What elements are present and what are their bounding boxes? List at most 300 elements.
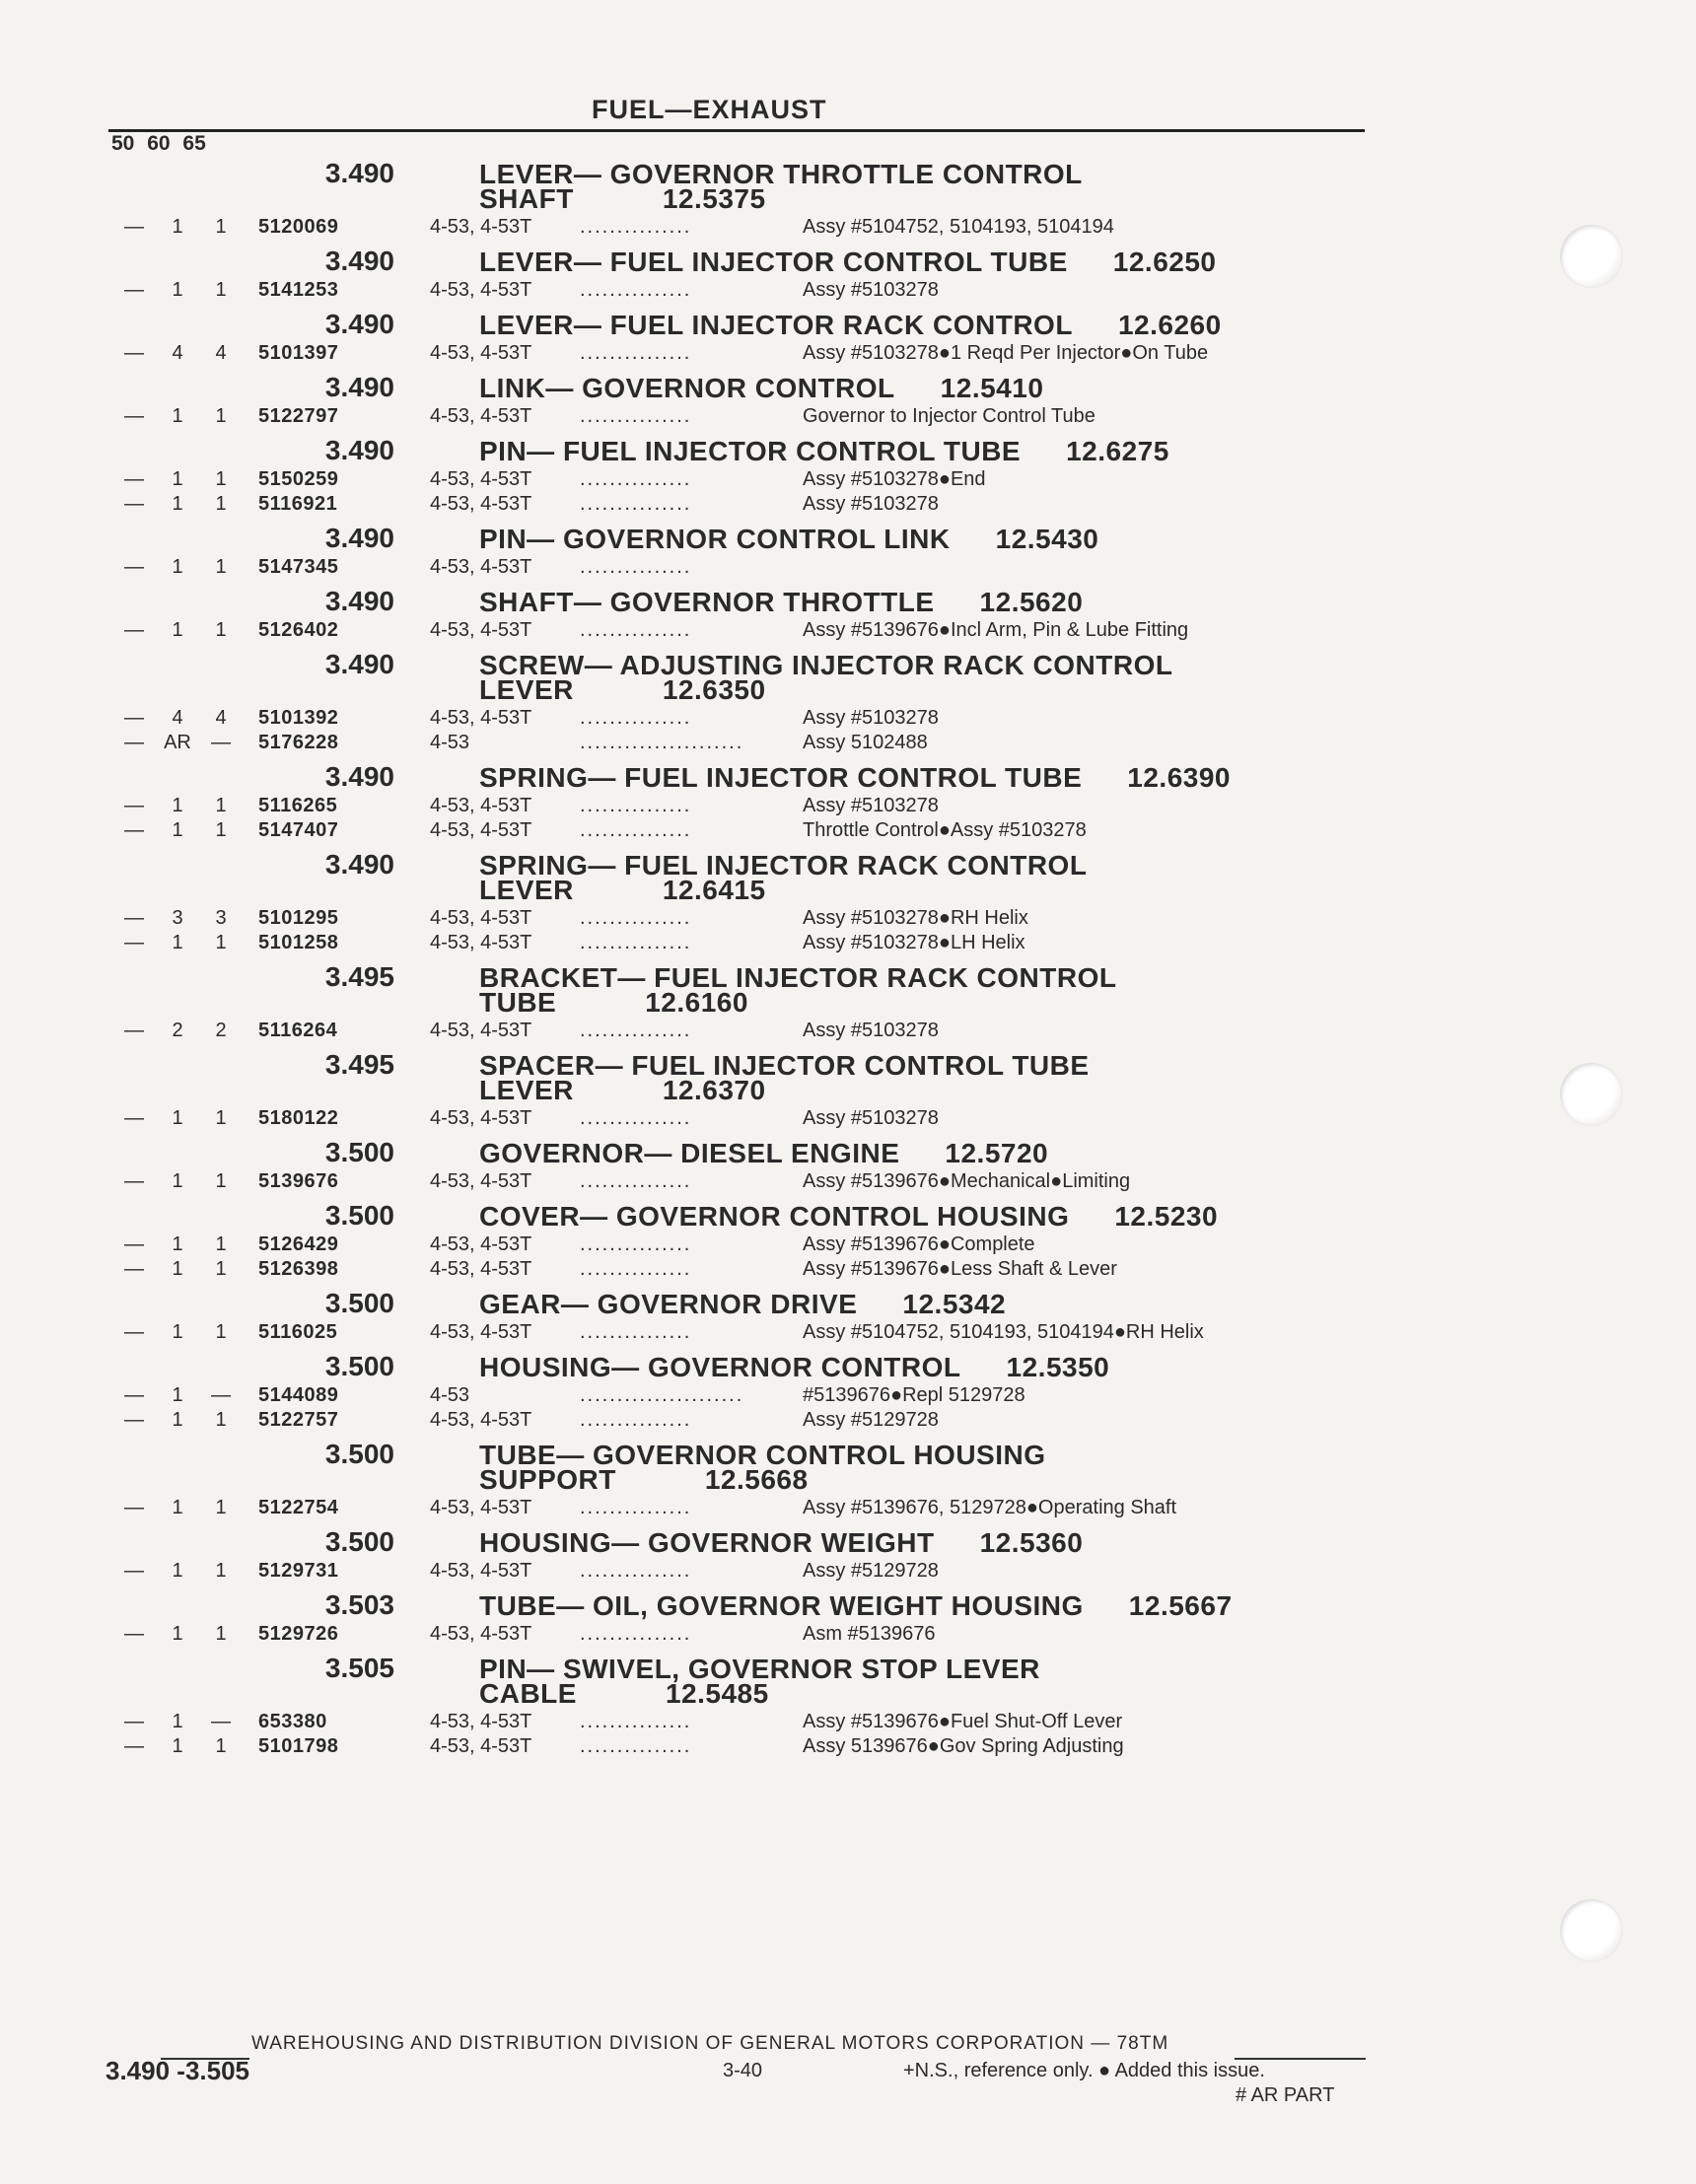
part-number: 5180122 [258,1107,339,1129]
part-description: Assy 5139676●Gov Spring Adjusting [803,1735,1124,1757]
qty-50-series: — [124,1711,144,1732]
section-title-continued: CABLE [479,1678,577,1709]
part-number: 5126402 [258,619,339,641]
qty-50-series: — [124,1258,144,1280]
qty-65-series: 3 [215,907,227,929]
section-code: 12.5342 [902,1289,1007,1319]
qty-65-series: 1 [215,279,227,301]
parts-rows [0,400,1420,435]
engine-models: 4-53, 4-53T [430,1258,532,1280]
part-description: Assy #5104752, 5104193, 5104194 [803,216,1114,238]
section-heading [479,1288,1367,1319]
parts-rows [0,1492,1420,1526]
qty-50-series: — [124,707,144,729]
engine-models: 4-53, 4-53T [430,1735,532,1757]
engine-models: 4-53, 4-53T [430,1233,532,1255]
part-number: 5144089 [258,1384,339,1406]
part-row [0,1233,1420,1257]
section-title: HOUSING— GOVERNOR CONTROL [479,1352,961,1382]
engine-models: 4-53, 4-53T [430,493,532,515]
leader-dots: ............... [580,1258,692,1280]
engine-models: 4-53, 4-53T [430,1623,532,1645]
section-heading [479,586,1367,617]
section-heading [479,1589,1367,1621]
leader-dots: ............... [580,707,692,729]
section-title-continued: LEVER [479,1075,574,1105]
qty-60-series: 1 [172,468,183,490]
qty-60-series: 1 [172,1384,183,1406]
qty-65-series: 1 [215,468,227,490]
qty-50-series: — [124,1735,144,1757]
parts-rows [0,1379,1420,1439]
footer-company: WAREHOUSING AND DISTRIBUTION DIVISION OF GENERAL MOTORS CORPORATION — 78TM [251,2033,1169,2054]
part-description: Assy #5103278●End [803,468,986,490]
part-description: #5139676●Repl 5129728 [803,1384,1025,1406]
part-number: 5122757 [258,1409,339,1431]
qty-65-series: 1 [215,1258,227,1280]
part-row [0,1559,1420,1584]
engine-models: 4-53, 4-53T [430,1020,532,1041]
part-description: Asm #5139676 [803,1623,936,1645]
qty-60-series: 1 [172,216,183,238]
qty-50-series: — [124,1497,144,1518]
section-code: 12.5360 [979,1527,1084,1558]
section-title: SPRING— FUEL INJECTOR CONTROL TUBE [479,762,1083,793]
section-ref-number: 3.490 [324,246,394,276]
section-code: 12.5485 [665,1678,769,1709]
parts-rows [0,1015,1420,1049]
section-code: 12.6260 [1117,310,1222,340]
section-heading [479,309,1367,340]
section-code: 12.6275 [1066,436,1169,466]
qty-50-series: — [124,1409,144,1431]
section-heading [479,1439,1367,1495]
qty-65-series: 1 [215,1233,227,1255]
leader-dots: ............... [580,819,692,841]
section-heading [479,1049,1367,1105]
page-title: FUEL—EXHAUST [592,95,827,124]
leader-dots: ............... [580,1107,692,1129]
qty-65-series: 1 [215,1623,227,1645]
section-heading [479,1653,1367,1709]
part-description: Assy #5103278●RH Helix [803,907,1028,929]
leader-dots: ............... [580,907,692,929]
section-ref-number: 3.500 [324,1200,394,1231]
section-title: GEAR— GOVERNOR DRIVE [479,1289,858,1319]
part-row [0,1734,1420,1759]
part-number: 5116265 [258,795,338,816]
part-row [0,1320,1420,1345]
section-ref-number: 3.490 [324,523,394,553]
section-code: 12.5375 [662,183,766,214]
engine-models: 4-53, 4-53T [430,1321,532,1343]
qty-50-series: — [124,405,144,427]
part-number: 5129726 [258,1623,339,1645]
part-number: 5116264 [258,1020,338,1041]
leader-dots: ...................... [580,732,744,753]
qty-60-series: 4 [172,342,183,364]
qty-60-series: 1 [172,819,183,841]
leader-dots: ............... [580,932,692,953]
part-description: Assy #5139676●Fuel Shut-Off Lever [803,1711,1123,1732]
qty-65-series: 1 [215,556,227,578]
section-heading [479,1137,1367,1168]
parts-rows [0,790,1420,849]
part-row [0,555,1420,580]
qty-50-series: — [124,619,144,641]
parts-section [0,1137,1420,1200]
section-heading [479,158,1367,214]
qty-60-series: 1 [172,1170,183,1192]
part-number: 653380 [258,1711,327,1732]
part-row [0,906,1420,931]
part-description: Assy 5102488 [803,732,928,753]
section-title: SCREW— ADJUSTING INJECTOR RACK CONTROL [479,650,1173,680]
qty-50-series: — [124,1170,144,1192]
qty-65-series: — [211,732,231,753]
section-heading [479,372,1367,403]
parts-section [0,1526,1420,1589]
section-heading [479,649,1367,705]
part-number: 5101397 [258,342,339,364]
section-code: 12.6415 [662,875,766,905]
qty-65-series: 1 [215,493,227,515]
part-row [0,492,1420,517]
section-ref-number: 3.490 [324,372,394,402]
qty-65-series: 1 [215,932,227,953]
qty-60-series: 1 [172,1735,183,1757]
part-number: 5139676 [258,1170,339,1192]
engine-models: 4-53, 4-53T [430,907,532,929]
section-code: 12.6250 [1112,247,1217,277]
engine-models: 4-53, 4-53T [430,707,532,729]
qty-50-series: — [124,1623,144,1645]
section-heading [479,1351,1367,1382]
part-number: 5122754 [258,1497,339,1518]
engine-models: 4-53, 4-53T [430,1711,532,1732]
leader-dots: ............... [580,493,692,515]
leader-dots: ............... [580,1497,692,1518]
qty-50-series: — [124,1107,144,1129]
part-row [0,1169,1420,1194]
part-description: Assy #5103278●LH Helix [803,932,1025,953]
qty-50-series: — [124,556,144,578]
engine-models: 4-53, 4-53T [430,819,532,841]
section-ref-number: 3.505 [324,1653,394,1683]
parts-section [0,1439,1420,1526]
qty-50-series: — [124,1384,144,1406]
parts-rows [0,1706,1420,1765]
section-title: PIN— FUEL INJECTOR CONTROL TUBE [479,436,1022,466]
part-row [0,1019,1420,1043]
qty-60-series: 4 [172,707,183,729]
section-code: 12.5668 [704,1464,809,1495]
qty-60-series: 1 [172,1321,183,1343]
part-description: Assy #5103278 [803,1107,939,1129]
qty-65-series: 1 [215,1497,227,1518]
section-ref-number: 3.500 [324,1439,394,1469]
title-rule [108,129,1365,132]
qty-60-series: 1 [172,619,183,641]
part-description: Governor to Injector Control Tube [803,405,1095,427]
section-title-continued: LEVER [479,674,574,705]
section-code: 12.5410 [940,373,1044,403]
section-code: 12.6370 [662,1075,766,1105]
part-number: 5101798 [258,1735,339,1757]
section-code: 12.5667 [1128,1590,1233,1621]
section-title-continued: LEVER [479,875,574,905]
qty-60-series: 1 [172,1107,183,1129]
section-title-continued: SHAFT [479,183,574,214]
part-description: Assy #5139676●Less Shaft & Lever [803,1258,1117,1280]
qty-50-series: — [124,1560,144,1582]
engine-models: 4-53, 4-53T [430,1560,532,1582]
part-number: 5101258 [258,932,339,953]
qty-50-series: — [124,732,144,753]
engine-models: 4-53, 4-53T [430,1170,532,1192]
section-ref-number: 3.490 [324,586,394,616]
qty-65-series: 1 [215,1321,227,1343]
part-row [0,618,1420,643]
part-description: Assy #5129728 [803,1409,939,1431]
part-number: 5122797 [258,405,339,427]
section-title: SPACER— FUEL INJECTOR CONTROL TUBE [479,1050,1090,1081]
parts-rows [0,1229,1420,1288]
qty-60-series: 3 [172,907,183,929]
engine-models: 4-53, 4-53T [430,405,532,427]
engine-models: 4-53, 4-53T [430,468,532,490]
engine-models: 4-53, 4-53T [430,279,532,301]
part-row [0,1106,1420,1131]
qty-50-series: — [124,1321,144,1343]
qty-65-series: 1 [215,216,227,238]
qty-50-series: — [124,795,144,816]
leader-dots: ............... [580,1409,692,1431]
section-heading [479,523,1367,554]
part-row [0,278,1420,303]
parts-section [0,1589,1420,1653]
section-heading [479,435,1367,466]
parts-section [0,761,1420,849]
section-ref-number: 3.503 [324,1589,394,1620]
leader-dots: ............... [580,619,692,641]
part-description: Assy #5103278 [803,795,939,816]
parts-rows [0,902,1420,961]
section-heading [479,1526,1367,1558]
part-row [0,404,1420,429]
section-code: 12.5620 [979,587,1084,617]
leader-dots: ............... [580,1321,692,1343]
qty-65-series: 1 [215,405,227,427]
parts-rows [0,211,1420,246]
parts-rows [0,702,1420,761]
engine-models: 4-53, 4-53T [430,1497,532,1518]
qty-60-series: 1 [172,795,183,816]
section-code: 12.6160 [645,987,748,1018]
part-number: 5147345 [258,556,339,578]
section-title: LEVER— FUEL INJECTOR CONTROL TUBE [479,247,1068,277]
section-title: GOVERNOR— DIESEL ENGINE [479,1138,900,1168]
qty-60-series: 1 [172,279,183,301]
section-ref-number: 3.490 [324,309,394,339]
qty-60-series: 1 [172,1560,183,1582]
part-number: 5120069 [258,216,339,238]
part-row [0,1383,1420,1408]
section-ref-number: 3.500 [324,1351,394,1381]
part-number: 5141253 [258,279,339,301]
part-row [0,341,1420,366]
part-description: Assy #5103278●1 Reqd Per Injector●On Tube [803,342,1209,364]
qty-60-series: 1 [172,1623,183,1645]
engine-models: 4-53, 4-53T [430,216,532,238]
part-row [0,1496,1420,1520]
section-title: LINK— GOVERNOR CONTROL [479,373,895,403]
qty-65-series: 1 [215,1409,227,1431]
leader-dots: ...................... [580,1384,744,1406]
parts-section [0,586,1420,649]
qty-60-series: 1 [172,1711,183,1732]
parts-list [0,158,1420,1765]
part-description: Assy #5103278 [803,1020,939,1041]
parts-section [0,158,1420,246]
section-ref-number: 3.500 [324,1288,394,1318]
engine-models: 4-53, 4-53T [430,619,532,641]
qty-65-series: 1 [215,1735,227,1757]
parts-section [0,649,1420,761]
part-description: Assy #5103278 [803,707,939,729]
qty-65-series: 1 [215,795,227,816]
section-ref-number: 3.495 [324,961,394,992]
qty-60-series: 1 [172,1497,183,1518]
qty-60-series: 2 [172,1020,183,1041]
qty-50-series: — [124,493,144,515]
section-title: PIN— GOVERNOR CONTROL LINK [479,524,951,554]
parts-rows [0,1316,1420,1351]
leader-dots: ............... [580,405,692,427]
qty-65-series: — [211,1384,231,1406]
parts-section [0,1653,1420,1765]
section-heading [479,1200,1367,1232]
section-heading [479,246,1367,277]
part-description: Assy #5139676●Incl Arm, Pin & Lube Fitting [803,619,1189,641]
part-row [0,467,1420,492]
section-title: PIN— SWIVEL, GOVERNOR STOP LEVER [479,1654,1040,1684]
parts-section [0,246,1420,309]
section-ref-number: 3.490 [324,158,394,188]
qty-65-series: 4 [215,707,227,729]
qty-60-series: 1 [172,1409,183,1431]
footer-legend-ar: # AR PART [1236,2084,1335,2106]
part-row [0,1710,1420,1734]
part-row [0,794,1420,818]
part-description: Assy #5103278 [803,279,939,301]
section-ref-number: 3.490 [324,849,394,880]
part-number: 5101392 [258,707,339,729]
engine-models: 4-53, 4-53T [430,1409,532,1431]
part-row [0,1257,1420,1282]
qty-50-series: — [124,1233,144,1255]
qty-50-series: — [124,907,144,929]
section-ref-number: 3.490 [324,761,394,792]
section-heading [479,761,1367,793]
engine-models: 4-53 [430,1384,470,1406]
engine-models: 4-53 [430,732,470,753]
parts-rows [0,337,1420,372]
qty-60-series: 1 [172,405,183,427]
leader-dots: ............... [580,1711,692,1732]
leader-dots: ............... [580,1170,692,1192]
qty-60-series: 1 [172,493,183,515]
section-title-continued: SUPPORT [479,1464,616,1495]
section-heading [479,961,1367,1018]
section-heading [479,849,1367,905]
parts-rows [0,274,1420,309]
qty-65-series: — [211,1711,231,1732]
section-code: 12.5350 [1006,1352,1110,1382]
engine-models: 4-53, 4-53T [430,1107,532,1129]
parts-section [0,309,1420,372]
leader-dots: ............... [580,1735,692,1757]
qty-60-series: 1 [172,932,183,953]
leader-dots: ............... [580,279,692,301]
section-title-continued: TUBE [479,987,557,1018]
leader-dots: ............... [580,1623,692,1645]
qty-50-series: — [124,1020,144,1041]
section-title: TUBE— GOVERNOR CONTROL HOUSING [479,1440,1046,1470]
part-row [0,1408,1420,1433]
leader-dots: ............... [580,342,692,364]
part-description: Assy #5139676, 5129728●Operating Shaft [803,1497,1177,1518]
leader-dots: ............... [580,795,692,816]
footer-page-number: 3-40 [723,2060,763,2081]
binder-hole-top [1560,225,1623,288]
footer-legend-note: +N.S., reference only. ● Added this issue. [903,2060,1265,2081]
part-number: 5150259 [258,468,339,490]
qty-50-series: — [124,216,144,238]
section-title: LEVER— GOVERNOR THROTTLE CONTROL [479,159,1083,189]
section-title: HOUSING— GOVERNOR WEIGHT [479,1527,935,1558]
footer-reference-range: 3.490 -3.505 [106,2056,250,2085]
qty-50-series: — [124,468,144,490]
parts-rows [0,1102,1420,1137]
parts-rows [0,551,1420,586]
part-number: 5126429 [258,1233,339,1255]
parts-section [0,372,1420,435]
part-row [0,1622,1420,1647]
part-number: 5101295 [258,907,339,929]
section-ref-number: 3.495 [324,1049,394,1080]
binder-hole-middle [1560,1063,1623,1126]
part-description: Assy #5104752, 5104193, 5104194●RH Helix [803,1321,1204,1343]
part-description: Throttle Control●Assy #5103278 [803,819,1087,841]
parts-section [0,435,1420,523]
engine-models: 4-53, 4-53T [430,556,532,578]
section-title: SHAFT— GOVERNOR THROTTLE [479,587,935,617]
engine-models: 4-53, 4-53T [430,932,532,953]
section-code: 12.6350 [662,674,766,705]
part-description: Assy #5139676●Complete [803,1233,1035,1255]
parts-section [0,1200,1420,1288]
section-title: COVER— GOVERNOR CONTROL HOUSING [479,1201,1070,1232]
qty-50-series: — [124,819,144,841]
section-ref-number: 3.500 [324,1137,394,1167]
parts-section [0,523,1420,586]
section-ref-number: 3.490 [324,649,394,679]
parts-rows [0,614,1420,649]
qty-50-series: — [124,342,144,364]
qty-50-series: — [124,279,144,301]
parts-rows [0,463,1420,523]
